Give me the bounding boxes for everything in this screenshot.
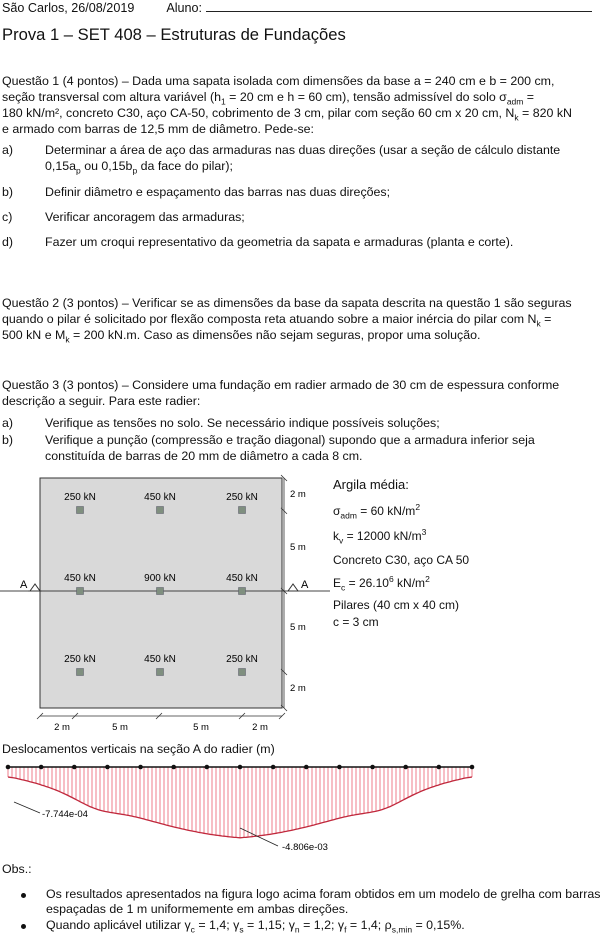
item-label: a) [2, 416, 14, 430]
bullet-icon [21, 893, 26, 898]
item-text [45, 143, 608, 174]
q2-text: = [540, 312, 552, 326]
grid-node [6, 765, 11, 770]
item-label: b) [2, 185, 14, 199]
pillar-load-label: 900 kN [144, 573, 176, 584]
pillar [239, 507, 246, 514]
item-text-line: constituída de barras de 20 mm de diâmetro a cada 8 cm. [45, 448, 363, 463]
bullet-icon [21, 924, 26, 929]
grid-node [105, 765, 110, 770]
section-label-left: A [20, 579, 28, 591]
dim-label: 2 m [290, 489, 306, 500]
section-marker-left [30, 584, 40, 591]
prop-text: k [333, 529, 339, 543]
grid-node [370, 765, 375, 770]
item-text-part: 0,15a [45, 158, 77, 173]
q1-text: seção transversal com altura variável (h [2, 90, 221, 104]
grid-node [470, 765, 475, 770]
q3-item-a [2, 416, 610, 432]
grid-node [304, 765, 309, 770]
grid-node [72, 765, 77, 770]
pillar [157, 588, 164, 595]
prop-sub: v [339, 535, 344, 546]
page-title: Prova 1 – SET 408 – Estruturas de Fundações [2, 25, 346, 44]
pillar-load-label: 250 kN [64, 654, 96, 665]
pillar-load-label: 450 kN [144, 654, 176, 665]
q3-line-2: descrição a seguir. Para este radier: [2, 394, 201, 408]
obs-label: Obs.: [2, 862, 32, 876]
pillar [77, 588, 84, 595]
item-sub: p [76, 164, 81, 175]
grid-node [205, 765, 210, 770]
dim-label: 2 m [290, 683, 306, 694]
q1-item-d [2, 235, 610, 251]
q1-line-3 [2, 106, 610, 122]
soil-kv [333, 527, 427, 546]
q1-line-1: Questão 1 (4 pontos) – Dada uma sapata isolada com dimensões da base a = 240 cm e b = 200 cm, [2, 74, 555, 88]
item-label: b) [2, 433, 14, 447]
soil-concrete: Concreto C30, aço CA 50 [333, 553, 470, 567]
q1-text: 180 kN/m², concreto C30, aço CA-50, cobrimento de 3 cm, pilar com seção 60 cm x 20 cm, N [2, 106, 515, 120]
edge-value-leader [14, 802, 40, 813]
item-text: Verificar ancoragem das armaduras; [45, 210, 245, 224]
edge-value-label: -7.744e-04 [42, 809, 88, 820]
q3-item-b [2, 433, 610, 465]
dim-label: 5 m [193, 722, 209, 733]
pillar-load-label: 250 kN [226, 654, 258, 665]
obs-bullet-2 [28, 918, 608, 934]
soil-cover: c = 3 cm [333, 615, 379, 629]
pillar [157, 507, 164, 514]
prop-text: = 26.10 [345, 576, 389, 590]
bullet-text [46, 887, 606, 917]
soil-sigma [333, 502, 421, 521]
q2-text: quando o pilar é solicitado por flexão composta reta atuando sobre a maior inércia do pilar com N [2, 312, 537, 326]
q1-sub: adm [506, 96, 524, 107]
bullet-line: Os resultados apresentados na figura logo acima foram obtidos em um modelo de grelha com barras [46, 887, 601, 901]
prop-sup: 6 [388, 574, 394, 584]
q1-line-2 [2, 90, 610, 106]
bullet-line: espaçadas de 1 m uniformemente em ambas direções. [46, 902, 349, 916]
prop-text: E [333, 576, 342, 590]
obs-bullet-1 [28, 887, 608, 917]
displacement-diagram [0, 760, 612, 855]
pillar-load-label: 250 kN [226, 492, 258, 503]
q1-text: = 820 kN [518, 106, 572, 120]
pillar [239, 588, 246, 595]
grid-node [437, 765, 442, 770]
grid-node [403, 765, 408, 770]
displacement-caption: Deslocamentos verticais na seção A do radier (m) [2, 742, 275, 756]
grid-node [337, 765, 342, 770]
aluno-name-field[interactable] [206, 0, 592, 12]
aluno-label: Aluno: [166, 1, 203, 15]
prop-sup: 2 [425, 574, 430, 584]
dim-label: 2 m [252, 722, 268, 733]
dim-label: 2 m [54, 722, 70, 733]
q1-sub: k [514, 112, 519, 123]
pillar [77, 669, 84, 676]
prop-text: = 60 kN/m [356, 504, 416, 518]
section-label-right: A [301, 579, 309, 591]
q2-text: 500 kN e M [2, 328, 66, 342]
prop-text: kN/m [393, 576, 426, 590]
dim-label: 5 m [290, 542, 306, 553]
item-text [45, 433, 608, 464]
item-text: Fazer um croqui representativo da geometria da sapata e armaduras (planta e corte). [45, 235, 514, 249]
prop-sub: adm [340, 510, 357, 521]
pillar [239, 669, 246, 676]
prop-sup: 3 [421, 527, 427, 537]
q1-text: = 20 cm e h = 60 cm), tensão admissível do solo σ [225, 90, 507, 104]
q2-line-1: Questão 2 (3 pontos) – Verificar se as dimensões da base da sapata descrita na questão 1 são seguras [2, 296, 572, 310]
item-text-line: Verifique a punção (compressão e tração diagonal) supondo que a armadura inferior seja [45, 433, 535, 447]
q2-line-3 [2, 328, 610, 344]
item-label: c) [2, 210, 13, 224]
q1-item-a [2, 143, 610, 175]
place-date: São Carlos, 26/08/2019 [2, 1, 135, 15]
item-label: a) [2, 143, 14, 157]
dim-label: 5 m [112, 722, 128, 733]
q2-sub: k [65, 334, 70, 345]
prop-text: = 12000 kN/m [343, 529, 422, 543]
center-value-label: -4.806e-03 [282, 842, 328, 853]
q2-sub: k [536, 318, 541, 329]
q1-sub: 1 [221, 96, 226, 107]
pillar-load-label: 450 kN [64, 573, 96, 584]
item-label: d) [2, 235, 14, 249]
pillar [157, 669, 164, 676]
q1-line-4: e armado com barras de 12,5 mm de diâmetro. Pede-se: [2, 122, 314, 136]
pillar [77, 507, 84, 514]
q2-line-2 [2, 312, 610, 328]
q1-item-c [2, 210, 610, 226]
soil-title: Argila média: [333, 477, 409, 492]
radier-plan-drawing [0, 470, 330, 740]
displacement-hatch [8, 767, 472, 838]
pillar-load-label: 450 kN [144, 492, 176, 503]
grid-node [271, 765, 276, 770]
pillar-load-label: 450 kN [226, 573, 258, 584]
q1-item-b [2, 185, 610, 201]
item-text-part: ou 0,15b [80, 158, 133, 173]
grid-node [238, 765, 243, 770]
header [2, 0, 592, 15]
item-sub: p [132, 164, 138, 175]
soil-ec [333, 574, 430, 593]
soil-pillars: Pilares (40 cm x 40 cm) [333, 598, 460, 612]
grid-node [39, 765, 44, 770]
dim-ticks-right [281, 475, 306, 711]
dim-label: 5 m [290, 622, 306, 633]
grid-node [138, 765, 143, 770]
prop-text: σ [333, 504, 341, 518]
q3-line-1: Questão 3 (3 pontos) – Considere uma fundação em radier armado de 30 cm de espessura conforme [2, 378, 560, 392]
pillar-load-label: 250 kN [64, 492, 96, 503]
section-marker-right [288, 584, 298, 591]
prop-sup: 2 [415, 502, 421, 512]
item-text: Definir diâmetro e espaçamento das barras nas duas direções; [45, 185, 391, 199]
item-text-line: Determinar a área de aço das armaduras nas duas direções (usar a seção de cálculo distante [45, 143, 561, 157]
q1-text: = [523, 90, 535, 104]
item-text: Verifique as tensões no solo. Se necessário indique possíveis soluções; [45, 416, 440, 430]
q2-text: = 200 kN.m. Caso as dimensões não sejam seguras, propor uma solução. [69, 328, 481, 342]
bullet-text: Quando aplicável utilizar $\gamma_c = 1,4$; $\gamma_s = 1,15$; $\gamma_n = 1,2$; $\gamma_f = 1,4$; $\rho_{s,min} = 0,15\%$. [46, 918, 465, 935]
item-text-part: da face do pilar); [137, 158, 233, 173]
grid-node [171, 765, 176, 770]
prop-sub: c [341, 582, 346, 593]
